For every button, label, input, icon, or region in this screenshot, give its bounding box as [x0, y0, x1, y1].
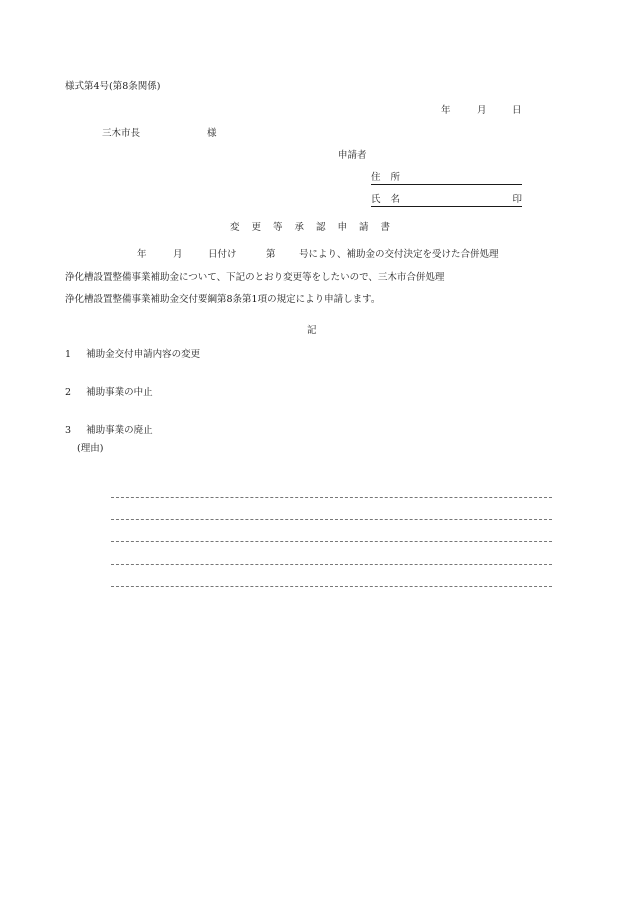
- body-line-1: [65, 244, 555, 267]
- body-line-3: 浄化槽設置整備事業補助金交付要綱第8条第1項の規定により申請します。: [65, 294, 381, 305]
- list-item: [65, 388, 153, 398]
- form-number: 様式第4号(第8条関係): [65, 81, 161, 92]
- body-number-prefix: 第: [266, 249, 276, 260]
- address-label: 住所: [371, 172, 411, 183]
- reason-dotted-line[interactable]: [111, 519, 552, 520]
- ki-heading: 記: [307, 325, 317, 336]
- reason-dotted-line[interactable]: [111, 497, 552, 498]
- item-number: 1: [65, 349, 72, 360]
- applicant-heading: 申請者: [338, 150, 367, 161]
- body-year: 年: [137, 249, 147, 260]
- date-month: 月: [477, 105, 487, 116]
- reason-dotted-line[interactable]: [111, 564, 552, 565]
- item-text: 補助金交付申請内容の変更: [86, 349, 201, 360]
- item-number: 2: [65, 387, 72, 398]
- reason-dotted-line[interactable]: [111, 586, 552, 587]
- addressee-honorific: 様: [207, 128, 217, 139]
- list-item: [65, 350, 200, 360]
- item-number: 3: [65, 425, 72, 436]
- item-text: 補助事業の中止: [86, 387, 153, 398]
- item-text: 補助事業の廃止: [86, 425, 153, 436]
- name-label: 氏名: [371, 194, 411, 205]
- date-year: 年: [441, 105, 451, 116]
- address-field: [371, 173, 522, 185]
- reason-dotted-line[interactable]: [111, 541, 552, 542]
- list-item: [65, 426, 153, 436]
- body-month: 月: [173, 249, 183, 260]
- seal-mark: 印: [512, 194, 522, 205]
- body-line-1-rest: 号により、補助金の交付決定を受けた合併処理: [299, 249, 499, 260]
- addressee-name: 三木市長: [102, 128, 141, 139]
- body-line-2: 浄化槽設置整備事業補助金について、下記のとおり変更等をしたいので、三木市合併処理: [65, 271, 445, 283]
- name-field: [371, 195, 522, 207]
- date-day: 日: [512, 105, 522, 116]
- body-paragraph: [65, 244, 555, 312]
- body-day: 日付け: [208, 249, 237, 260]
- reason-label: (理由): [77, 443, 104, 454]
- document-title: 変更等承認申請書: [230, 222, 403, 233]
